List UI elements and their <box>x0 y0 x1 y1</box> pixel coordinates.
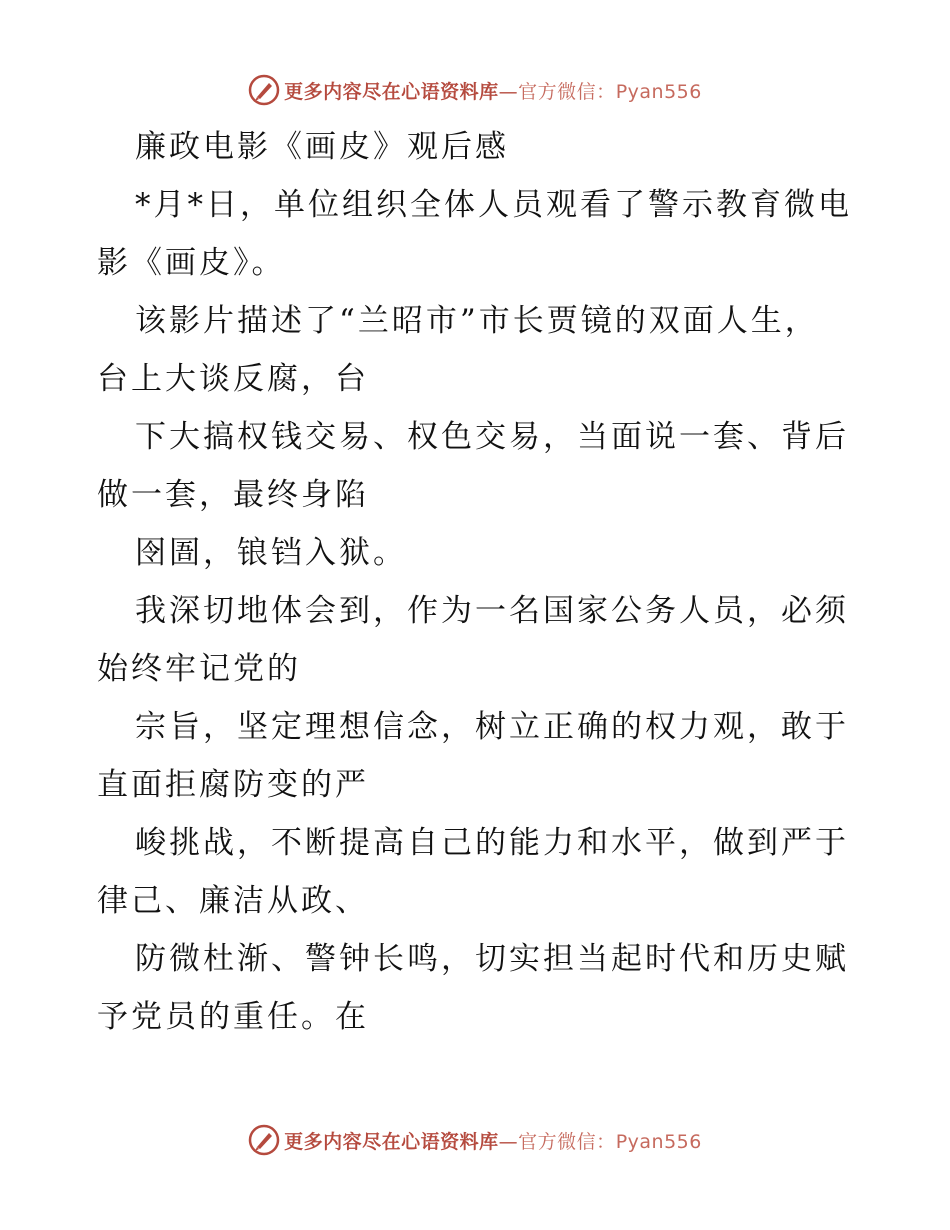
banner-text <box>284 77 702 104</box>
paragraph-line: 下大搞权钱交易、权色交易，当面说一套、背后 <box>135 419 849 455</box>
banner-wechat-label: 官方微信： <box>518 80 616 103</box>
banner-dash: — <box>498 1130 519 1153</box>
paragraph-line: 直面拒腐防变的严 <box>97 767 369 803</box>
paragraph-line: 做一套，最终身陷 <box>97 477 369 513</box>
banner-wechat-id: Pyan556 <box>615 1130 702 1153</box>
quill-pen-logo-icon <box>248 74 280 106</box>
paragraph-line: 峻挑战，不断提高自己的能力和水平，做到严于 <box>135 825 849 861</box>
document-body <box>97 118 857 1046</box>
banner-wechat-id: Pyan556 <box>615 80 702 103</box>
document-title: 廉政电影《画皮》观后感 <box>135 129 509 165</box>
banner-wechat-label: 官方微信： <box>518 1130 616 1153</box>
paragraph-line: 宗旨，坚定理想信念，树立正确的权力观，敢于 <box>135 709 849 745</box>
paragraph-line: 影《画皮》。 <box>97 245 286 281</box>
paragraph-line: 始终牢记党的 <box>97 651 301 687</box>
footer-banner <box>0 1120 950 1160</box>
banner-text <box>284 1127 702 1154</box>
header-banner <box>0 70 950 110</box>
paragraph-line: 该影片描述了“兰昭市”市长贾镜的双面人生， <box>135 303 819 339</box>
banner-main-text: 更多内容尽在心语资料库 <box>284 1130 499 1153</box>
paragraph-line: 予党员的重任。在 <box>97 999 369 1035</box>
banner-dash: — <box>498 80 519 103</box>
paragraph-line: 我深切地体会到，作为一名国家公务人员，必须 <box>135 593 849 629</box>
paragraph-line: *月*日，单位组织全体人员观看了警示教育微电 <box>135 187 852 223</box>
paragraph-line: 囹圄，锒铛入狱。 <box>135 535 407 571</box>
paragraph-line: 防微杜渐、警钟长鸣，切实担当起时代和历史赋 <box>135 941 849 977</box>
paragraph-line: 台上大谈反腐，台 <box>97 361 369 397</box>
paragraph-line: 律己、廉洁从政、 <box>97 883 369 919</box>
banner-main-text: 更多内容尽在心语资料库 <box>284 80 499 103</box>
quill-pen-logo-icon <box>248 1124 280 1156</box>
